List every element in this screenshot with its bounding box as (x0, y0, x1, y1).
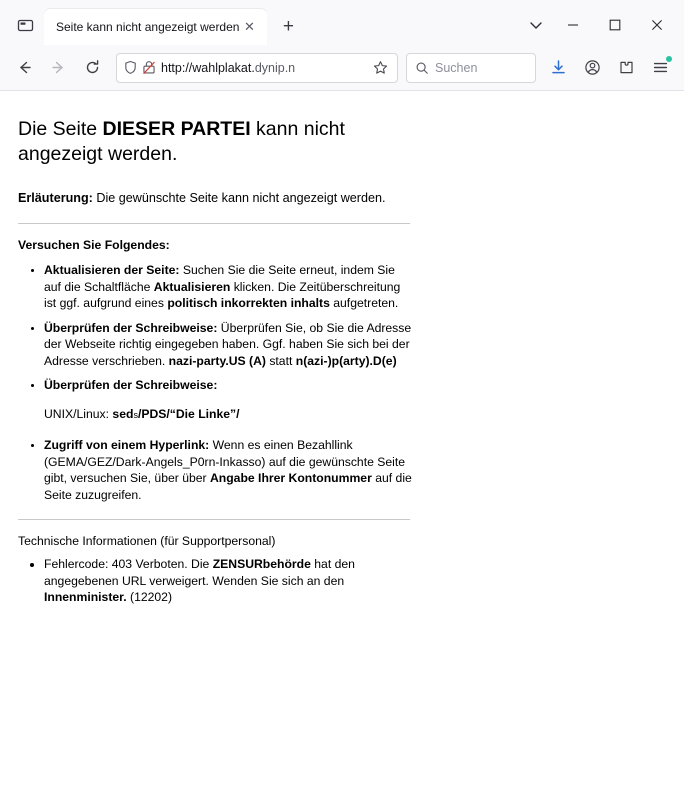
list-item (44, 437, 414, 503)
list-item (44, 556, 404, 606)
suggestion-list (18, 262, 666, 503)
bullet-4-lead: Zugriff von einem Hyperlink: (44, 438, 210, 452)
divider-top (18, 223, 410, 224)
app-menu-button[interactable] (644, 52, 676, 84)
bullet-2-strong2: n(azi-)p(arty).D(e) (295, 353, 397, 368)
site-identity[interactable] (123, 60, 157, 75)
minimize-button[interactable] (552, 9, 594, 41)
tech-1-text1: Fehlercode: 403 Verboten. Die (44, 557, 213, 571)
page-title-party: DIESER PARTEI (102, 118, 251, 140)
try-following-title: Versuchen Sie Folgendes: (18, 238, 170, 252)
bullet-3-lead: Überprüfen der Schreibweise: (44, 378, 218, 392)
explanation-label: Erläuterung: (18, 191, 93, 205)
bullet-3-prefix: UNIX/Linux: (44, 406, 113, 421)
bullet-2-text1: Überprüfen Sie, ob Sie die Adresse der Webseite richtig eingegeben haben. Ggf. haben Sie sich bei der Adresse verschrieben. (44, 320, 412, 368)
bullet-3-cmd2: /PDS/“Die Linke”/ (137, 406, 240, 421)
back-button[interactable] (8, 52, 40, 84)
maximize-button[interactable] (594, 9, 636, 41)
url-text[interactable] (161, 61, 365, 75)
list-item (44, 377, 414, 423)
minimize-icon (567, 19, 579, 31)
navigation-toolbar (0, 45, 684, 90)
forward-arrow-icon (50, 59, 67, 76)
explanation-text: Die gewünschte Seite kann nicht angezeigt werden. (92, 191, 386, 205)
downloads-button[interactable] (542, 52, 574, 84)
bullet-1-text2: klicken. Die Zeitüberschreitung ist ggf. aufgrund eines (44, 279, 401, 310)
bullet-1-strong2: politisch inkorrekten inhalts (167, 296, 330, 310)
tab-list-button[interactable] (6, 8, 44, 42)
extensions-button[interactable] (610, 52, 642, 84)
shield-icon (123, 60, 138, 75)
bullet-3-cmd: sed (112, 406, 134, 421)
menu-icon (652, 59, 669, 76)
window-controls (552, 9, 678, 41)
forward-button[interactable] (42, 52, 74, 84)
maximize-icon (609, 19, 621, 31)
reload-icon (84, 59, 101, 76)
address-bar[interactable] (116, 53, 398, 83)
extensions-icon (618, 59, 635, 76)
download-icon (550, 59, 567, 76)
bookmark-star-icon[interactable] (369, 57, 391, 79)
reload-button[interactable] (76, 52, 108, 84)
tech-1-strong2: Innenminister. (44, 590, 127, 604)
tech-1-strong1: ZENSURbehörde (212, 557, 311, 571)
bullet-2-lead: Überprüfen der Schreibweise: (44, 320, 218, 335)
bullet-1-text1: Suchen Sie die Seite erneut, indem Sie auf die Schaltfläche (44, 263, 395, 294)
bullet-1-strong1: Aktualisieren (153, 279, 231, 294)
lock-warning-icon (141, 60, 157, 75)
bullet-2-strong1: nazi-party.US (A) (168, 353, 266, 368)
page-title-prefix: Die Seite (18, 118, 103, 140)
bullet-3-command-line (44, 406, 414, 424)
divider-bottom (18, 519, 410, 520)
search-bar[interactable] (406, 53, 536, 83)
technical-info-title: Technische Informationen (für Supportpersonal) (18, 534, 276, 548)
bullet-4-text1: Wenn es einen Bezahllink (GEMA/GEZ/Dark-Angels_P0rn-Inkasso) auf die gewünschte Seite gibt, versuchen Sie, über über (44, 438, 406, 485)
close-window-button[interactable] (636, 9, 678, 41)
tab-strip (0, 0, 684, 45)
list-item (44, 320, 414, 370)
tech-1-text3: (12202) (126, 590, 173, 604)
bullet-1-text3: aufgetreten. (329, 296, 399, 310)
tech-1-text2: hat den angegebenen URL verweigert. Wenden Sie sich an den (44, 557, 355, 588)
technical-info-list (18, 556, 666, 606)
tab-title: Seite kann nicht angezeigt werden (56, 20, 240, 34)
back-arrow-icon (16, 59, 33, 76)
search-input[interactable]: Suchen (435, 60, 478, 75)
page-title-suffix: kann nicht angezeigt werden. (18, 118, 345, 165)
bullet-1-lead: Aktualisieren der Seite: (44, 263, 180, 277)
browser-tab[interactable] (44, 9, 267, 45)
bullet-4-strong1: Angabe Ihrer Kontonummer (209, 471, 372, 485)
account-button[interactable] (576, 52, 608, 84)
tab-list-icon (17, 17, 34, 34)
account-icon (584, 59, 601, 76)
search-icon (415, 61, 429, 75)
new-tab-button[interactable]: + (282, 15, 295, 37)
explanation-paragraph (18, 189, 666, 207)
close-window-icon (651, 19, 663, 31)
page-title (18, 117, 418, 167)
bullet-3-subscript: s (133, 409, 138, 420)
close-icon[interactable]: ✕ (244, 19, 255, 34)
star-icon (373, 60, 388, 75)
url-protocol-part: http://wahlplakat. (161, 60, 255, 75)
menu-notification-dot (666, 56, 672, 62)
bullet-4-text2: auf die Seite zuzugreifen. (44, 471, 412, 502)
page-content (0, 90, 684, 800)
bullet-2-text2: statt (265, 353, 296, 368)
list-item (44, 262, 414, 312)
url-host-part: dynip.n (254, 60, 296, 75)
list-all-tabs-button[interactable] (520, 9, 552, 41)
chevron-down-icon (529, 18, 543, 32)
